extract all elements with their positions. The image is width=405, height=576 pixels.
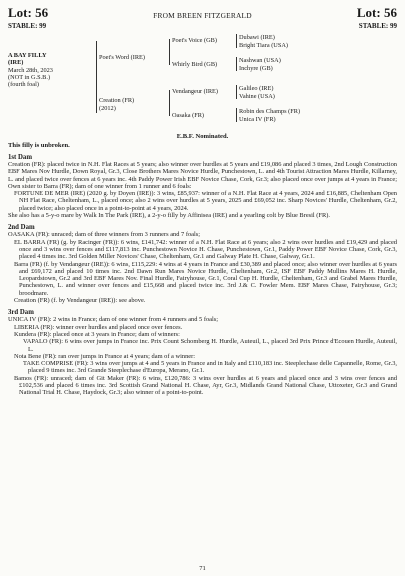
pedigree-table <box>8 34 397 132</box>
third-dam-grandproduce-2: Nota Bene (FR): ran over jumps in France at 4 years; dam of a winner: <box>14 352 196 360</box>
dam-year: (2012) <box>99 105 116 112</box>
grandparent-1: Dubawi (IRE) <box>239 34 275 41</box>
sire: Poet's Word (IRE) <box>99 54 145 61</box>
pedigree-bracket-dam <box>169 90 170 116</box>
horse-origin: (IRE) <box>8 59 24 67</box>
second-dam-produce-1: EL BARRA (FR) (g. by Racinger (FR)): 6 wins, £141,742: winner of a N.H. Flat Race at 6 years; also 2 wins over hurdles and £19,429 and placed once and 3 wins over fences and £117,813 inc. Punchestown Novice H. Chase, Punchestown, Gr.1, Paddy Power EBF Novice Chase, Cork, Gr.3, placed 4 times inc. 3rd Golden Miller Novices' Chase, Cheltenham, Gr.1 and Galway Plate H. Chase, Galway, Gr.1. <box>14 238 397 261</box>
second-dam-produce-3: Creation (FR) (f. by Vendangeur (IRE)): see above. <box>14 297 146 305</box>
first-dam-produce-note: She also has a 5-y-o mare by Walk In The Park (IRE), a 2-y-o filly by Affinisea (IRE) and a yearling colt by Blue Bresil (FR). <box>8 212 330 220</box>
grandparent-7: Robin des Champs (FR) <box>239 108 301 115</box>
third-dam-heading: 3rd Dam <box>8 309 34 317</box>
horse-foaled: March 28th, 2023 <box>8 66 53 74</box>
header-left <box>8 6 48 31</box>
lot-number-left: Lot: 56 <box>8 5 49 20</box>
first-dam-section <box>8 161 397 219</box>
second-dam-section <box>8 231 397 304</box>
horse-name: A BAY FILLY <box>8 52 47 59</box>
third-dam-produce-2: Kundera (FR): placed once at 3 years in France; dam of winners: <box>14 330 180 338</box>
third-dam-grandproduce-3: Bamos (FR): unraced; dam of Git Maker (FR): 6 wins, £120,786: 3 wins over hurdles at 6 years and placed once and 3 wins over fences and £102,536 and placed 6 times inc. 3rd Scottish Grand National H. Chase, Ayr, Gr.3, Midlands Grand National Chase, Uttoxeter, Gr.3 and Grand National Trial H. Chase, Haydock, Gr.3; also winner of a point-to-point. <box>14 374 397 397</box>
third-dam-section <box>8 316 397 396</box>
first-dam-produce-1: FORTUNE DE MER (IRE) (2020 g. by Doyen (IRE)): 3 wins, £85,937: winner of a N.H. Flat Race at 4 years, 2024 and £16,885, Cheltenham Open NH Flat Race, Cheltenham, L., placed once; also 2 wins over hurdles at 5 years, 2025 and £69,052 inc. Sharp Novices' Hurdle, Cheltenham, Gr.2, placed twice; also placed once in a point-to-point at 4 years, 2024. <box>14 190 397 212</box>
grandparent-5: Galileo (IRE) <box>239 85 274 92</box>
horse-registration: (NOT in G.S.B.) <box>8 73 51 81</box>
vendor-line: FROM BREEN FITZGERALD <box>153 11 252 20</box>
grandparent-2: Bright Tiara (USA) <box>239 42 288 49</box>
stable-number-right: STABLE: 99 <box>358 22 397 30</box>
pedigree-bracket-sire <box>169 39 170 65</box>
sire-sire: Poet's Voice (GB) <box>172 37 217 44</box>
stable-number-left: STABLE: 99 <box>8 22 47 30</box>
pedigree-bracket-main <box>96 41 97 113</box>
grandparent-3: Nashwan (USA) <box>239 57 281 64</box>
unbroken-note: This filly is unbroken. <box>8 142 70 149</box>
horse-info <box>8 52 92 88</box>
header-right <box>357 6 397 31</box>
second-dam-produce-2: Barra (FR) (f. by Vendangeur (IRE)): 6 wins, £115,229: 4 wins at 4 years in France and £30,389 and placed once; also winner over hurdles at 6 years and £69,172 and placed 10 times inc. 2nd Dawn Run Mares Novice Hurdle, Cheltenham, Gr.2, ISF EBF Paddy Mullins Mares H. Hurdle, Leopardstown, Gr.2 and 3rd EBF Mares Nov. Final Hurdle, Fairyhouse, Gr.1, Coral Cup H. Hurdle, Cheltenham, Gr.3 and Grabel Mares Hurdle, Punchestown, L. and winner over fences and £15,668 and placed twice inc. 3rd J.& C. Fowler Mem. EBF Mares Chase, Fairyhouse, Gr.3; broodmare. <box>14 260 397 297</box>
grandparent-4: Inchyre (GB) <box>239 65 273 72</box>
page-header <box>8 0 397 31</box>
third-dam-record: UNICA IV (FR): 2 wins in France; dam of one winner from 4 runners and 5 foals; <box>8 316 219 324</box>
second-dam-heading: 2nd Dam <box>8 224 35 232</box>
grandparent-6: Vahine (USA) <box>239 93 275 100</box>
third-dam-produce-1: LIBERIA (FR): winner over hurdles and placed once over fences. <box>14 323 183 331</box>
dam: Creation (FR) <box>99 97 135 104</box>
first-dam-heading: 1st Dam <box>8 154 32 161</box>
pedigree-bracket-g2 <box>236 57 237 71</box>
pedigree-bracket-g3 <box>236 85 237 99</box>
dam-sire: Vendangeur (IRE) <box>172 88 218 95</box>
third-dam-greatgrandproduce-1: TAKE COMPRISE (FR): 3 wins over jumps at 4 and 5 years in France and in Italy and £110,183 inc. Steeplechase delle Capannelle, Rome, Gr.3, placed 9 times inc. 3rd Grande Steeplechase d'Europa, Merano, Gr.1. <box>23 360 397 375</box>
grandparent-8: Unica IV (FR) <box>239 116 276 123</box>
pedigree-bracket-g1 <box>236 34 237 48</box>
horse-foal-order: (fourth foal) <box>8 81 39 89</box>
pedigree-bracket-g4 <box>236 108 237 122</box>
page-number: 71 <box>199 565 206 572</box>
lot-number-right: Lot: 56 <box>356 5 397 20</box>
ebf-nominated: E.B.F. Nominated. <box>176 133 229 140</box>
first-dam-record: Creation (FR): placed twice in N.H. Flat Races at 5 years; also winner over hurdles at 5 years and £19,086 and placed 3 times, 2nd Lough Construction EBF Mares Nov Hurdle, Down Royal, Gr.3, Close Brothers Mares Novice Hurdle, Punchestown, L. and 4th Tourist Attraction Mares Hurdle, Killarney, L. and placed twice over fences at 6 years inc. 4th Paddy Power Irish EBF Novice Chase, Cork, Gr.3; also placed once over jumps at 4 years in France; Own sister to Barra (FR); dam of one winner from 1 runner and 6 foals: <box>8 161 397 190</box>
sire-dam: Whirly Bird (GB) <box>172 61 218 68</box>
third-dam-grandproduce-1: VAPALO (FR): 6 wins over jumps in France inc. Prix Count Schomberg H. Hurdle, Auteuil, L., placed 3rd Prix Prince d'Ecouen Hurdle, Auteuil, L. <box>23 338 397 353</box>
second-dam-record: OASAKA (FR): unraced; dam of three winners from 3 runners and 7 foals; <box>8 231 201 239</box>
dam-dam: Oasaka (FR) <box>172 112 205 119</box>
